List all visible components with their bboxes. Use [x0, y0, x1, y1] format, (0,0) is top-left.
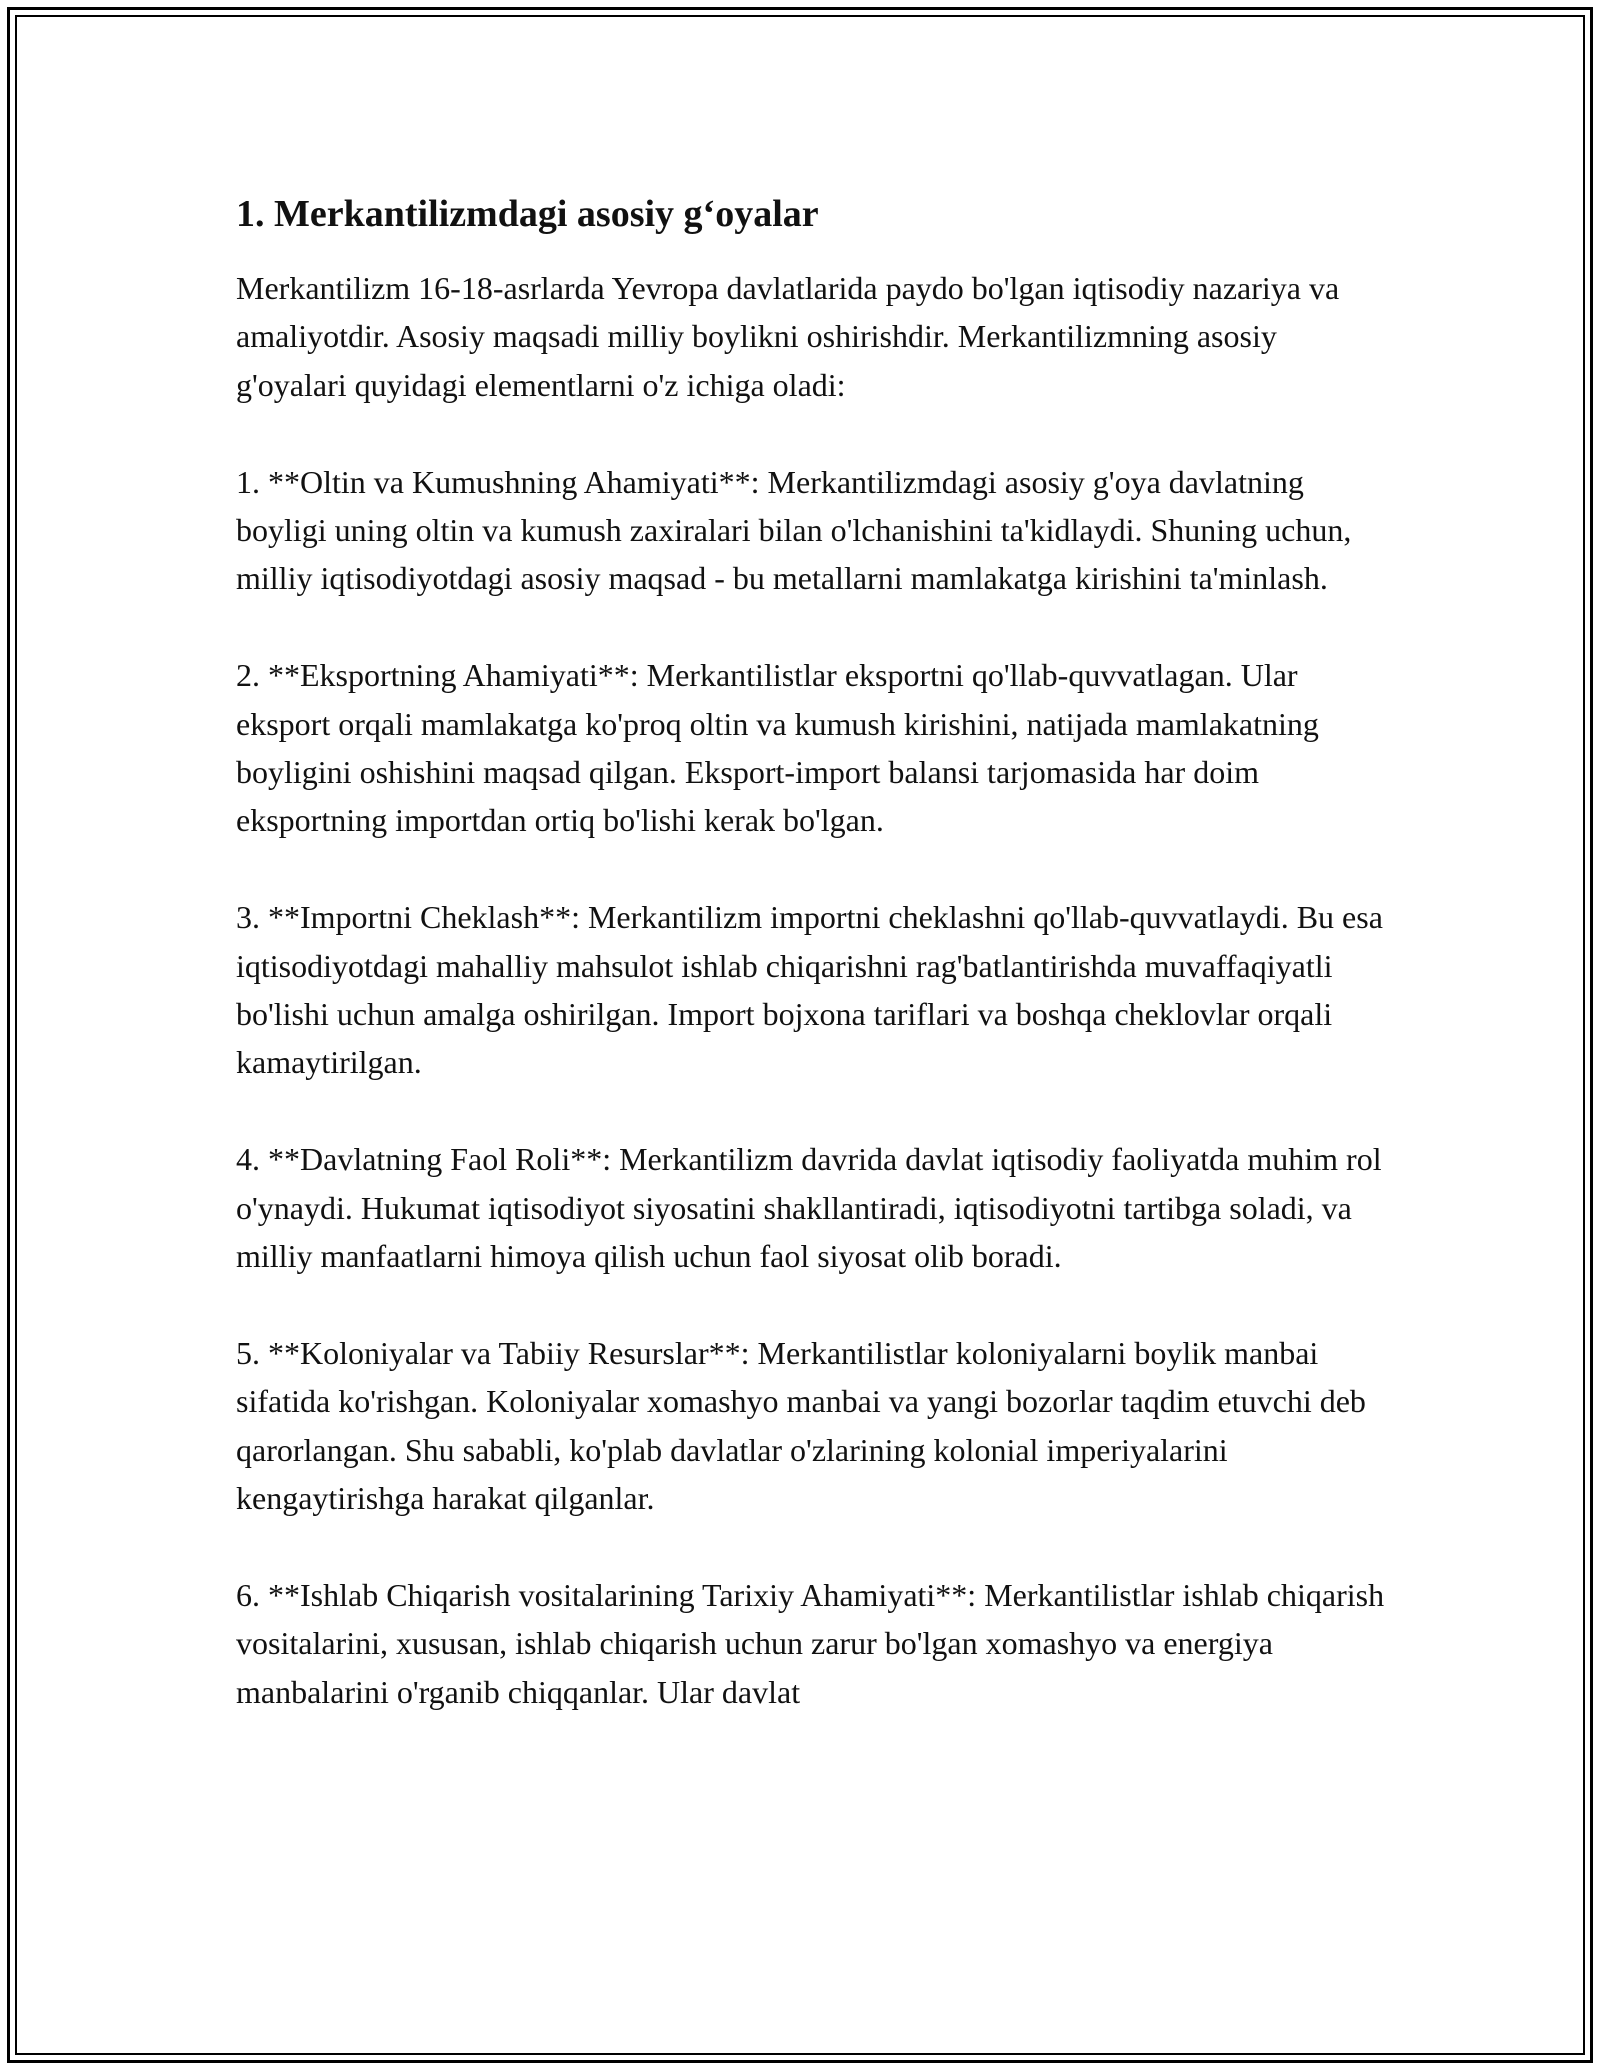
list-item-gold-silver: 1. **Oltin va Kumushning Ahamiyati**: Merkantilizmdagi asosiy g'oya davlatning boyligi uning oltin va kumush zaxiralari bilan o'lchanishini ta'kidlaydi. Shuning uchun, milliy iqtisodiyotdagi asosiy maqsad - bu metallarni mamlakatga kirishini ta'minlash.	[236, 463, 1352, 597]
section-heading: 1. Merkantilizmdagi asosiy g‘oyalar	[236, 193, 819, 235]
list-item-state-role: 4. **Davlatning Faol Roli**: Merkantilizm davrida davlat iqtisodiy faoliyatda muhim rol o'ynaydi. Hukumat iqtisodiyot siyosatini shakllantiradi, iqtisodiyotni tartibga soladi, va milliy manfaatlarni himoya qilish uchun faol siyosat olib boradi.	[236, 1141, 1382, 1275]
list-item-import-limit: 3. **Importni Cheklash**: Merkantilizm importni cheklashni qo'llab-quvvatlaydi. Bu esa iqtisodiyotdagi mahalliy mahsulot ishlab chiqarishni rag'batlantirishda muvaffaqiyatli bo'lishi uchun amalga oshirilgan. Import bojxona tariflari va boshqa cheklovlar orqali kamaytirilgan.	[236, 899, 1383, 1081]
intro-paragraph: Merkantilizm 16-18-asrlarda Yevropa davlatlarida paydo bo'lgan iqtisodiy nazariya va amaliyotdir. Asosiy maqsadi milliy boylikni oshirishdir. Merkantilizmning asosiy g'oyalari quyidagi elementlarni o'z ichiga oladi:	[236, 270, 1340, 403]
list-item-colonies: 5. **Koloniyalar va Tabiiy Resurslar**: Merkantilistlar koloniyalarni boylik manbai sifatida ko'rishgan. Koloniyalar xomashyo manbai va yangi bozorlar taqdim etuvchi deb qarorlangan. Shu sababli, ko'plab davlatlar o'zlarining kolonial imperiyalarini kengaytirishga harakat qilganlar.	[236, 1334, 1366, 1517]
document-body	[236, 186, 1386, 1764]
list-item-export: 2. **Eksportning Ahamiyati**: Merkantilistlar eksportni qo'llab-quvvatlagan. Ular eksport orqali mamlakatga ko'proq oltin va kumush kirishini, natijada mamlakatning boyligini oshishini maqsad qilgan. Eksport-import balansi tarjomasida har doim eksportning importdan ortiq bo'lishi kerak bo'lgan.	[236, 657, 1319, 839]
list-item-means-of-production: 6. **Ishlab Chiqarish vositalarining Tarixiy Ahamiyati**: Merkantilistlar ishlab chiqarish vositalarini, xususan, ishlab chiqarish uchun zarur bo'lgan xomashyo va energiya manbalarini o'rganib chiqqanlar. Ular davlat	[236, 1576, 1385, 1710]
